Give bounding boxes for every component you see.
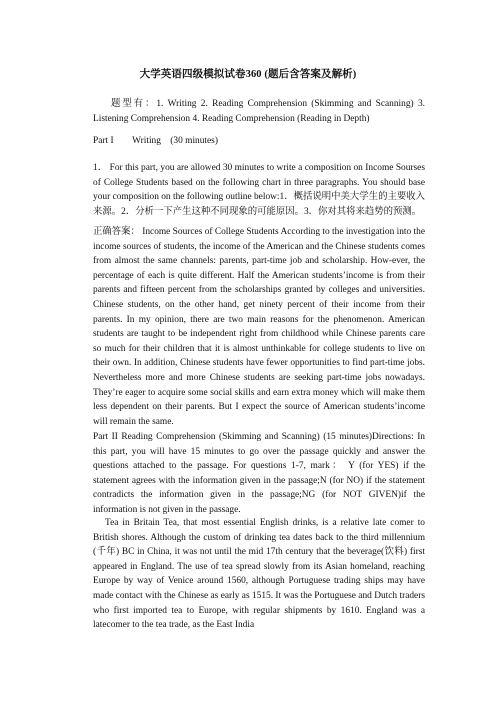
part2-directions-text: Part II Reading Comprehension (Skimming and Scanning) (15 minutes)Directions: In this part, you will have 15 minutes to go over the passage quickly and answer the questions attached to the passage. For questions 1-7, mark： Y (for YES) if the statement agrees with the information given in the passage;N (for NO) if the statement contradicts the information given in the passage;NG (for NOT GIVEN)if the information is not given in the passage. [93, 432, 425, 515]
part1-heading: Part I Writing (30 minutes) [93, 136, 218, 146]
reading-passage-text: Tea in Britain Tea, that most essential English drinks, is a relative late comer to British shores. Although the custom of drinking tea dates back to the third millennium (千年) BC in China, it was not until the mid 17th century that the beverage(饮料) first appeared in England. The use of tea spread slowly from its Asian homeland, reaching Europe by way of Venice around 1560, although Portuguese trading ships may have made contact with the Chinese as early as 1515. It was the Portuguese and Dutch traders who first imported tea to Europe, with regular shipments by 1610. England was a latecomer to the tea trade, as the East India [93, 518, 425, 631]
model-answer [93, 225, 425, 429]
question-1 [93, 161, 425, 219]
question-1-text: 1． For this part, you are allowed 30 minutes to write a composition on Income Sourses of College Students based on the following chart in three paragraphs. You should base your composition on the following outline below:1．概括说明中美大学生的主要收入来源。2．分析一下产生这种不同现象的可能原因。3．你对其将来趋势的预测。 [93, 163, 425, 217]
reading-passage [93, 516, 425, 633]
question-types [93, 97, 425, 126]
part2-directions [93, 430, 425, 518]
part1-heading-block [93, 134, 425, 149]
question-types-text: 题型有：1. Writing 2. Reading Comprehension (Skimming and Scanning) 3. Listening Comprehension 4. Reading Comprehension (Reading in Depth) [93, 99, 425, 124]
model-answer-text: 正确答案： Income Sources of College Students According to the investigation into the income sources of students, the income of the American and the Chinese students comes from almost the same channels: parents, part-time job and scholarship. How-ever, the percentage of each is quite different. Half the American students’income is from their parents and fifteen percent from the scholarships granted by colleges and universities. Chinese students, on the other hand, get ninety percent of their income from their parents. In my opinion, there are two main reasons for the phenomenon. American students are taught to be independent right from childhood while Chinese parents care so much for their children that it is almost unthinkable for college students to live on their own. In addition, Chinese students have fewer opportunities to find part-time jobs. Nevertheless more and more Chinese students are seeking part-time jobs nowadays. They’re eager to acquire some social skills and earn extra money which will make them less dependent on their parents. But I expect the source of American students’income will remain the same. [93, 227, 425, 427]
document-title: 大学英语四级模拟试卷360 (题后含答案及解析) [139, 69, 357, 80]
